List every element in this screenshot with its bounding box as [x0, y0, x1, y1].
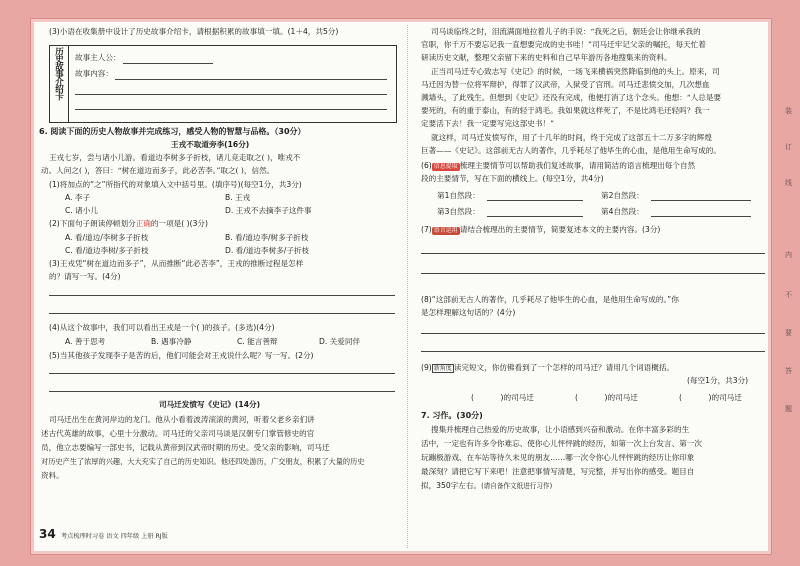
q6-9-score: (每空1分，共3分) — [687, 376, 749, 385]
para3-blank[interactable] — [487, 216, 583, 217]
q6-7-answer-line-1[interactable] — [421, 253, 765, 254]
side-char-8: 题 — [785, 405, 792, 413]
q6-2-pre: (2)下面句子朗读停顿划分 — [49, 219, 136, 228]
q7-line-1: 搜集并梳理自己热爱的历史故事，让小语感到兴奋和激动。在你丰富多彩的生 — [431, 425, 690, 434]
para2-label: 第2自然段： — [601, 191, 644, 200]
q6-1-opt-a[interactable]: A. 李子 — [65, 193, 91, 202]
q6-3-line-1: (3)王戎凭“树在道边而多子”，从而推断“此必苦李”，王戎的推断过程是怎样 — [49, 259, 304, 268]
q6-9-tag: 新角度 — [433, 365, 452, 372]
para1-blank[interactable] — [487, 200, 583, 201]
q6-2-post: 的一项是( )(3分) — [150, 219, 208, 228]
para4-label: 第4自然段： — [601, 207, 644, 216]
q6-9-blank-3[interactable]: ( )的司马迁 — [679, 393, 742, 402]
passage2-cont-line-9: 就这样，司马迁发愤写作，用了十几年的时间，终于完成了这部五十二万多字的辉煌 — [431, 133, 712, 142]
q6-4-opt-a[interactable]: A. 善于思考 — [65, 337, 106, 346]
q6-1-opt-b[interactable]: B. 王戎 — [225, 193, 251, 202]
passage1-title: 王戎不取道旁李(16分) — [171, 140, 250, 149]
owner-label: 故事主人公： — [75, 53, 121, 62]
q6-8-line-1: (8)“这部前无古人的著作，几乎耗尽了他毕生的心血，是他用生命写成的。”你 — [421, 295, 679, 304]
q6-6-tag: 信息提取 — [433, 163, 458, 170]
story-card-title — [51, 47, 65, 104]
passage2-cont-line-5: 马迁因为替一位将军辩护，得罪了汉武帝，入狱受了宫刑。司马迁悲愤交加，几次想血 — [421, 80, 710, 89]
side-char-5: 不 — [785, 291, 792, 299]
q6-8-answer-line-2[interactable] — [421, 351, 765, 352]
passage2-line-1: 司马迁出生在黄河岸边的龙门。他从小看着波涛滚滚的黄河，听着父老乡亲们讲 — [49, 415, 315, 424]
q6-9-blank-2-text: 的司马迁 — [607, 393, 638, 402]
side-char-1: 装 — [785, 107, 792, 115]
passage2-cont-line-2: 官职，你千万不要忘记我一直想要完成的史书哇！”司马迁牢记父亲的嘱托，每天忙着 — [421, 40, 706, 49]
right-column — [417, 19, 767, 554]
q6-9-blank-2[interactable]: ( )的司马迁 — [575, 393, 638, 402]
q6-2-emphasis: 正确 — [135, 219, 151, 228]
q7-line-4: 最深刻？请把它写下来吧！注意把事情写清楚，写完整，并写出你的感受。题目自 — [421, 467, 695, 476]
passage2-line-5: 资料。 — [41, 471, 64, 480]
q6-9-blank-1[interactable]: ( )的司马迁 — [471, 393, 534, 402]
q7-heading: 7. 习作。(30分) — [421, 411, 483, 420]
q6-5-answer-line-1[interactable] — [49, 373, 395, 374]
exam-sheet — [30, 18, 772, 555]
passage2-cont-line-4: 正当司马迁专心致志写《史记》的时候，一场飞来横祸突然降临到他的头上。原来，司 — [431, 67, 720, 76]
q6-3-answer-line-1[interactable] — [49, 295, 395, 296]
q6-3-answer-line-2[interactable] — [49, 313, 395, 314]
q6-4: (4)从这个故事中，我们可以看出王戎是一个( )的孩子。(多选)(4分) — [49, 323, 275, 332]
q7-line-2: 活中，一定也有许多令你难忘、使你心儿怦怦跳的经历，如第一次上台发言、第一次 — [421, 439, 702, 448]
content-blank-1[interactable] — [115, 79, 387, 80]
passage2-cont-line-6: 溅墙头，了此残生。但想到《史记》还没有完成，他便打消了这个念头。他想：“人总是要 — [421, 93, 722, 102]
passage2-cont-line-10: 巨著——《史记》。这部前无古人的著作，几乎耗尽了他毕生的心血，是他用生命写成的。 — [421, 146, 721, 155]
q6-6: (6) 信息提取 梳理主要情节可以帮助我们复述故事，请用简洁的语言梳理出每个自然 — [421, 161, 696, 170]
q6-1-opt-c[interactable]: C. 诸小儿 — [65, 206, 98, 215]
q6-9-blank-1-text: 的司马迁 — [503, 393, 534, 402]
side-char-2: 订 — [785, 143, 792, 151]
q6-6-text: 梳理主要情节可以帮助我们复述故事，请用简洁的语言梳理出每个自然 — [459, 161, 696, 170]
q6-3-line-2: 的？请写一写。(4分) — [49, 272, 121, 281]
passage1-line-2: 动。人问之( )，答曰：“树在道边而多子，此必苦李。”取之( )，信然。 — [41, 166, 275, 175]
q6-7: (7) 语言运用 请结合梳理出的主要情节，简要复述本文的主要内容。(3分) — [421, 225, 661, 234]
q6-6-line-2: 段的主要情节，写在下面的横线上。(每空1分，共4分) — [421, 174, 604, 183]
para2-blank[interactable] — [651, 200, 751, 201]
content-blank-2[interactable] — [75, 94, 387, 95]
q7-line-5 — [421, 481, 552, 491]
q6-7-tag: 语言运用 — [433, 227, 458, 234]
column-divider — [407, 25, 408, 548]
passage2-line-2: 述古代英雄的故事，心里十分激动。司马迁的父亲司马谈是汉朝专门掌管修史的官 — [41, 429, 315, 438]
q6-9-blank-3-text: 的司马迁 — [711, 393, 742, 402]
passage1-line-1: 王戎七岁，尝与诸小儿游。看道边李树多子折枝，诸儿竞走取之( )，唯戎不 — [49, 153, 301, 162]
q6-5: (5)当其他孩子发现李子是苦的后，他们可能会对王戎说什么呢？写一写。(2分) — [49, 351, 314, 360]
side-char-7: 答 — [785, 367, 792, 375]
q6-2-opt-b[interactable]: B. 看/道边李/树多子折枝 — [225, 233, 309, 242]
passage2-cont-line-1: 司马谈临终之时，泪流满面地拉着儿子的手说：“我死之后，朝廷会让你继承我的 — [431, 27, 701, 36]
passage2-cont-line-3: 研读历史文献，整理父亲留下来的史料和自己早年游历各地搜集来的资料。 — [421, 53, 672, 62]
para4-blank[interactable] — [651, 216, 751, 217]
q6-4-opt-b[interactable]: B. 遇事冷静 — [151, 337, 192, 346]
passage2-line-3: 员，他立志要编写一部史书，记载从黄帝到汉武帝时期的历史。受父亲的影响，司马迁 — [41, 443, 330, 452]
para3-label: 第3自然段： — [437, 207, 480, 216]
passage2-line-4: 对历史产生了浓厚的兴趣，大大充实了自己的历史知识。他还四处游历，广交朋友，积累了大量的历史 — [41, 457, 365, 466]
q6-7-answer-line-2[interactable] — [421, 273, 765, 274]
q6-2-opt-d[interactable]: D. 看/道边李树多/子折枝 — [225, 246, 310, 255]
q6-9-text: 读完短文，你仿佛看到了一个怎样的司马迁？请用几个词语概括。 — [453, 363, 674, 372]
passage2-title: 司马迁发愤写《史记》(14分) — [159, 400, 261, 409]
q6-8-answer-line-1[interactable] — [421, 333, 765, 334]
owner-blank[interactable] — [123, 63, 213, 64]
side-char-4: 内 — [785, 251, 792, 259]
q6-4-opt-c[interactable]: C. 能言善辩 — [237, 337, 278, 346]
side-char-6: 要 — [785, 329, 792, 337]
q7-note: (请自备作文纸进行习作) — [481, 482, 553, 490]
page-number: 34 — [39, 527, 56, 541]
passage2-cont-line-8: 定要活下去！我一定要写完这部史书！” — [421, 119, 554, 128]
content-label: 故事内容： — [75, 69, 113, 78]
q7-line-5-text: 拟，350字左右。 — [421, 481, 482, 490]
q6-4-opt-d[interactable]: D. 关爱同伴 — [319, 337, 361, 346]
book-info: 考点梳理时习卷 语文 四年级 上册 RJ版 — [61, 533, 168, 540]
side-char-3: 线 — [785, 179, 792, 187]
passage2-cont-line-7: 要死的，有的重于泰山，有的轻于鸿毛。我如果就这样死了，不是比鸿毛还轻吗？我一 — [421, 106, 710, 115]
story-card-title-text: 历史故事介绍卡 — [53, 47, 64, 100]
q6-2-opt-c[interactable]: C. 看/道边李树/多子折枝 — [65, 246, 149, 255]
q6-5-answer-line-2[interactable] — [49, 391, 395, 392]
left-column — [39, 19, 397, 554]
q7-line-3: 玩蹦极游戏、在车站等待久未见的朋友……哪一次令你心儿怦怦跳的经历让你印象 — [421, 453, 695, 462]
content-blank-3[interactable] — [75, 109, 387, 110]
q6-1-opt-d[interactable]: D. 王戎不去摘李子这件事 — [225, 206, 312, 215]
para1-label: 第1自然段： — [437, 191, 480, 200]
q5-3-prompt: (3)小语在收集册中设计了历史故事介绍卡，请根据积累的故事填一填。(1＋4，共5分) — [49, 27, 339, 36]
q6-2 — [49, 219, 208, 229]
q6-1: (1)将加点的“之”所指代的对象填入文中括号里。(填序号)(每空1分，共3分) — [49, 180, 302, 189]
q6-9: (9) 新角度 读完短文，你仿佛看到了一个怎样的司马迁？请用几个词语概括。 — [421, 363, 674, 372]
q6-7-text: 请结合梳理出的主要情节，简要复述本文的主要内容。(3分) — [459, 225, 661, 234]
q6-8-line-2: 是怎样理解这句话的？(4分) — [421, 308, 516, 317]
q6-2-opt-a[interactable]: A. 看/道边/李树多子折枝 — [65, 233, 149, 242]
q6-heading: 6. 阅读下面的历史人物故事并完成练习，感受人物的智慧与品格。（30分） — [39, 127, 306, 136]
